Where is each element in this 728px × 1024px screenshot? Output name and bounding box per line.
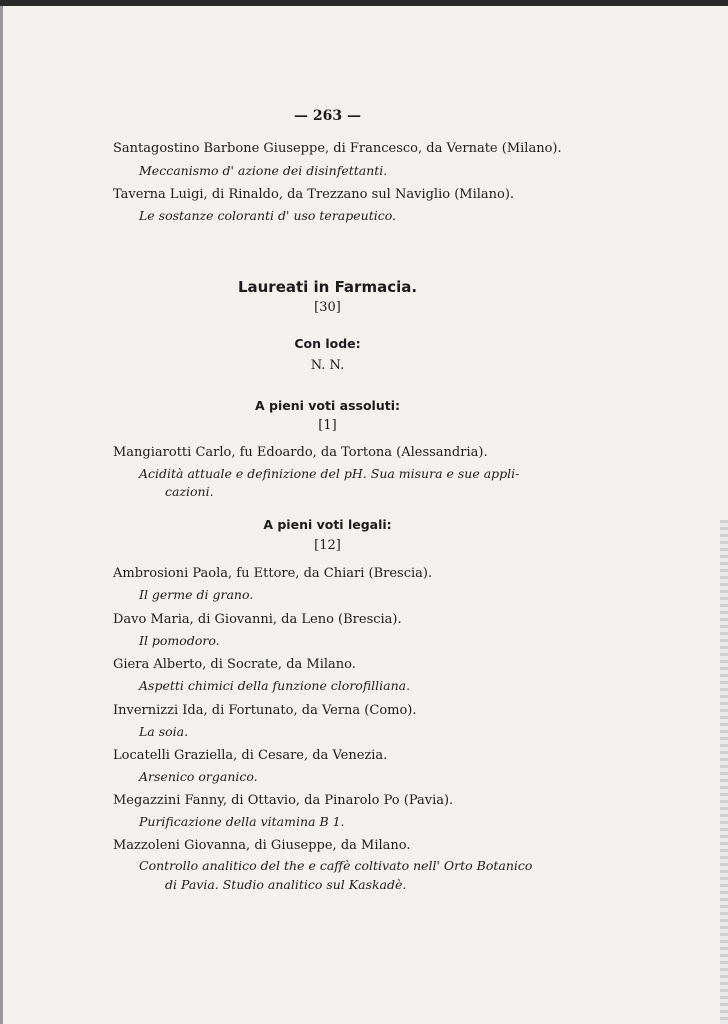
entry-name: Mazzoleni Giovanna, di Giuseppe, da Milano. [113, 838, 411, 853]
pieni-assoluti-count: [1] [318, 418, 337, 433]
entry-name: Mangiarotti Carlo, fu Edoardo, da Tortona (Alessandria). [113, 445, 488, 460]
entry-name: Megazzini Fanny, di Ottavio, da Pinarolo Po (Pavia). [113, 793, 454, 808]
entry-thesis-continued: di Pavia. Studio analitico sul Kaskadè. [165, 877, 407, 892]
con-lode-label: Con lode: [294, 336, 361, 351]
entry-thesis: Il germe di grano. [139, 587, 254, 602]
entry-name: Ambrosioni Paola, fu Ettore, da Chiari (Brescia). [113, 566, 433, 581]
pieni-legali-count: [12] [314, 538, 341, 553]
con-lode-value: N. N. [310, 358, 345, 373]
section-count: [30] [314, 300, 341, 315]
entry-thesis: Il pomodoro. [139, 633, 220, 648]
entry-thesis: Le sostanze coloranti d' uso terapeutico. [139, 208, 397, 223]
entry-thesis: Purificazione della vitamina B 1. [139, 814, 345, 829]
entry-thesis: Acidità attuale e definizione del pH. Sua misura e sue appli- [139, 466, 520, 481]
pieni-legali-label: A pieni voti legali: [263, 517, 392, 532]
entry-thesis: Controllo analitico del the e caffè coltivato nell' Orto Botanico [139, 858, 533, 873]
entry-thesis: Aspetti chimici della funzione clorofilliana. [139, 678, 411, 693]
section-heading: Laureati in Farmacia. [237, 278, 418, 296]
entry-thesis-continued: cazioni. [165, 484, 214, 499]
entry-name: Santagostino Barbone Giuseppe, di Francesco, da Vernate (Milano). [113, 141, 562, 156]
entry-name: Locatelli Graziella, di Cesare, da Venezia. [113, 748, 388, 763]
entry-name: Invernizzi Ida, di Fortunato, da Verna (Como). [113, 703, 417, 718]
page-number: — 263 — [294, 108, 361, 124]
entry-name: Taverna Luigi, di Rinaldo, da Trezzano sul Naviglio (Milano). [113, 187, 515, 202]
entry-thesis: Meccanismo d' azione dei disinfettanti. [139, 163, 388, 178]
entry-thesis: La soia. [139, 724, 189, 739]
entry-thesis: Arsenico organico. [139, 769, 258, 784]
entry-name: Davo Maria, di Giovanni, da Leno (Brescia). [113, 612, 402, 627]
entry-name: Giera Alberto, di Socrate, da Milano. [113, 657, 356, 672]
pieni-assoluti-label: A pieni voti assoluti: [255, 398, 400, 413]
